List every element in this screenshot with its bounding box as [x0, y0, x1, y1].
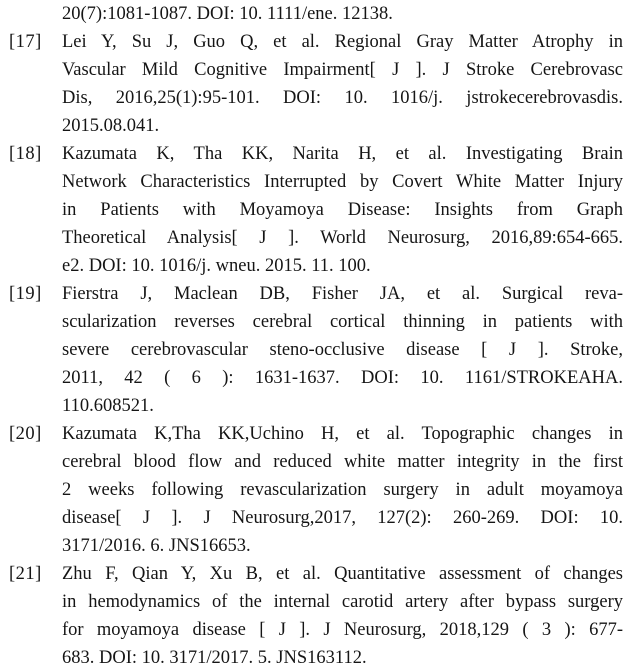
reference-entry [0, 140, 630, 280]
reference-line: for moyamoya disease [ J ]. J Neurosurg, 2018,129 ( 3 ): 677- [62, 620, 623, 640]
reference-entry [0, 560, 630, 672]
reference-line: 3171/2016. 6. JNS16653. [62, 536, 251, 556]
reference-line: 110.608521. [62, 396, 154, 416]
reference-number: [17] [9, 32, 42, 52]
reference-line: Zhu F, Qian Y, Xu B, et al. Quantitative assessment of changes [62, 564, 623, 584]
reference-line: 20(7):1081-1087. DOI: 10. 1111/ene. 12138. [62, 4, 393, 24]
reference-entry [0, 420, 630, 560]
reference-number: [19] [9, 284, 42, 304]
reference-text [62, 420, 630, 560]
reference-line: cerebral blood flow and reduced white matter integrity in the first [62, 452, 623, 472]
reference-line: in hemodynamics of the internal carotid artery after bypass surgery [62, 592, 623, 612]
reference-line: disease[ J ]. J Neurosurg,2017, 127(2): 260-269. DOI: 10. [62, 508, 623, 528]
reference-line: Theoretical Analysis[ J ]. World Neurosurg, 2016,89:654-665. [62, 228, 623, 248]
reference-line: severe cerebrovascular steno-occlusive disease [ J ]. Stroke, [62, 340, 623, 360]
reference-number: [20] [9, 424, 42, 444]
reference-line: Lei Y, Su J, Guo Q, et al. Regional Gray Matter Atrophy in [62, 32, 623, 52]
reference-line: scularization reverses cerebral cortical thinning in patients with [62, 312, 623, 332]
reference-line: 2 weeks following revascularization surgery in adult moyamoya [62, 480, 623, 500]
reference-text [62, 0, 630, 28]
reference-entry [0, 280, 630, 420]
reference-line: Fierstra J, Maclean DB, Fisher JA, et al. Surgical reva- [62, 284, 623, 304]
reference-line: Kazumata K,Tha KK,Uchino H, et al. Topographic changes in [62, 424, 623, 444]
reference-text [62, 28, 630, 140]
reference-line: Vascular Mild Cognitive Impairment[ J ]. J Stroke Cerebrovasc [62, 60, 623, 80]
reference-number: [21] [9, 564, 42, 584]
reference-line: 2015.08.041. [62, 116, 160, 136]
reference-entry [0, 28, 630, 140]
reference-line: 2011, 42 ( 6 ): 1631-1637. DOI: 10. 1161/STROKEAHA. [62, 368, 623, 388]
reference-line: in Patients with Moyamoya Disease: Insights from Graph [62, 200, 623, 220]
reference-text [62, 560, 630, 672]
reference-text [62, 140, 630, 280]
reference-line: Network Characteristics Interrupted by Covert White Matter Injury [62, 172, 623, 192]
reference-line: 683. DOI: 10. 3171/2017. 5. JNS163112. [62, 648, 367, 668]
reference-line: Dis, 2016,25(1):95-101. DOI: 10. 1016/j. jstrokecerebrovasdis. [62, 88, 623, 108]
reference-entry [0, 0, 630, 28]
reference-text [62, 280, 630, 420]
reference-line: e2. DOI: 10. 1016/j. wneu. 2015. 11. 100. [62, 256, 371, 276]
reference-line: Kazumata K, Tha KK, Narita H, et al. Investigating Brain [62, 144, 623, 164]
reference-number: [18] [9, 144, 42, 164]
